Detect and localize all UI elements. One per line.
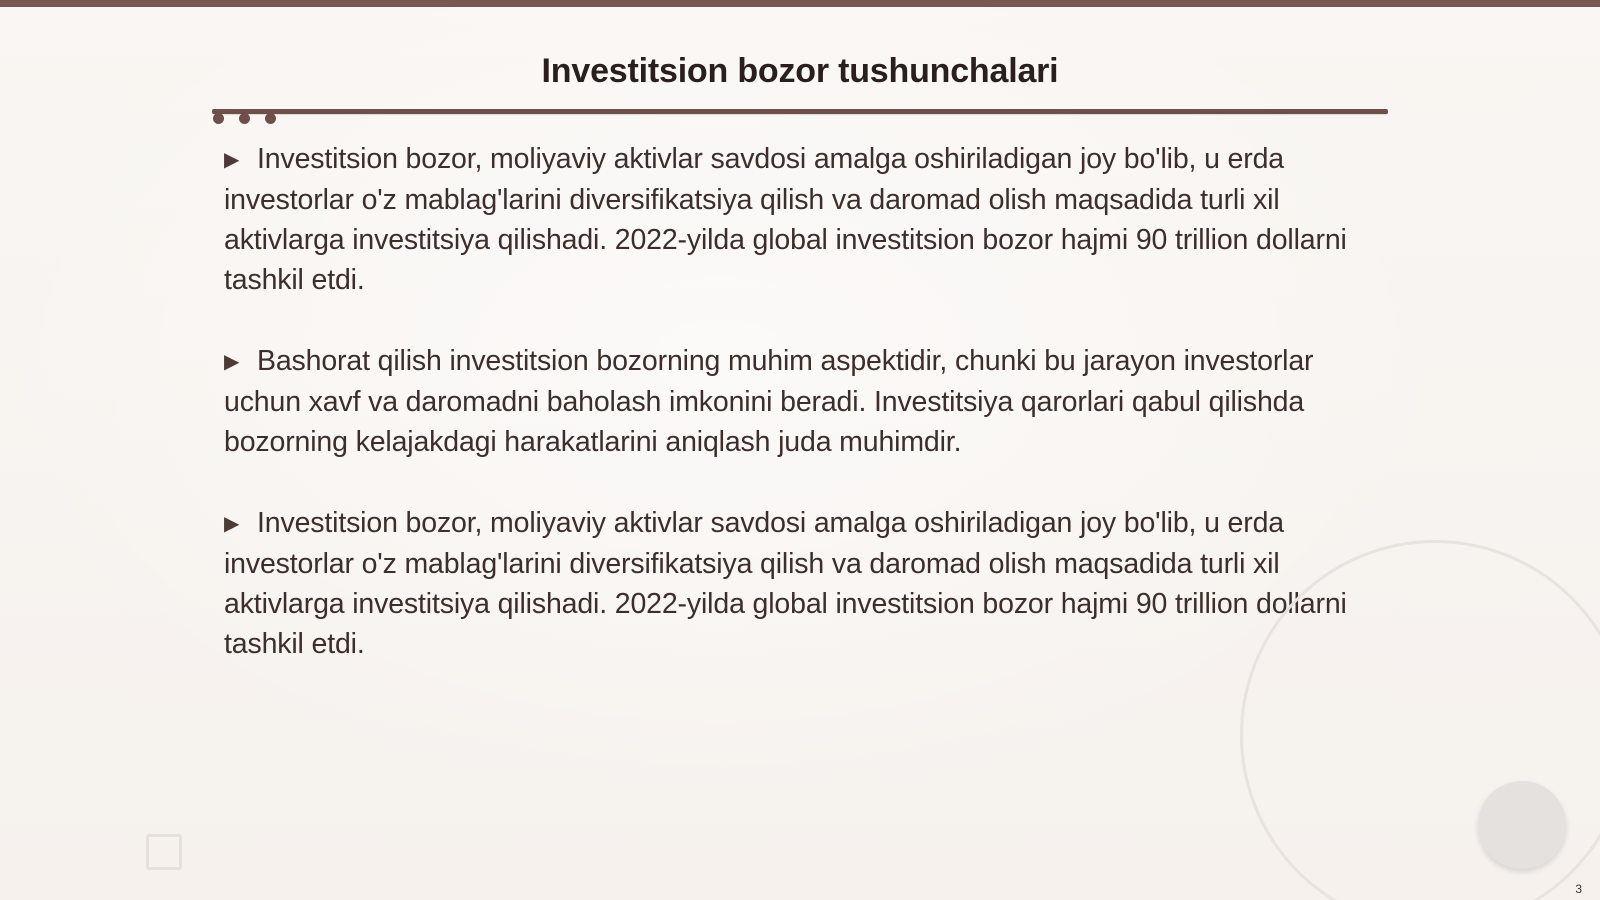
top-accent-bar bbox=[0, 0, 1600, 7]
bullet-arrow-icon: ▶ bbox=[224, 149, 240, 171]
title-underline bbox=[212, 109, 1388, 114]
paragraph-text: Bashorat qilish investitsion bozorning muhim aspektidir, chunki bu jarayon investorlar uchun xavf va daromadni baholash imkonini beradi. Investitsiya qarorlari qabul qilishda bozorning kelajakdagi harakatlarini aniqlash juda muhimdir. bbox=[224, 345, 1314, 458]
decorative-dot bbox=[213, 113, 224, 124]
decorative-square bbox=[146, 834, 182, 870]
slide-body bbox=[224, 139, 1384, 705]
decorative-circle bbox=[1478, 781, 1566, 869]
page-number: 3 bbox=[1575, 882, 1582, 896]
bullet-arrow-icon: ▶ bbox=[224, 351, 240, 373]
decorative-dot bbox=[239, 113, 250, 124]
bullet-arrow-icon: ▶ bbox=[224, 513, 240, 535]
paragraph-text: Investitsion bozor, moliyaviy aktivlar savdosi amalga oshiriladigan joy bo'lib, u erda investorlar o'z mablag'larini diversifikatsiya qilish va daromad olish maqsadida turli xil aktivlarga investitsiya qilishadi. 2022-yilda global investitsion bozor hajmi 90 trillion dollarni tashkil etdi. bbox=[224, 507, 1347, 660]
paragraph-text: Investitsion bozor, moliyaviy aktivlar savdosi amalga oshiriladigan joy bo'lib, u erda investorlar o'z mablag'larini diversifikatsiya qilish va daromad olish maqsadida turli xil aktivlarga investitsiya qilishadi. 2022-yilda global investitsion bozor hajmi 90 trillion dollarni tashkil etdi. bbox=[224, 143, 1347, 296]
bullet-paragraph bbox=[224, 341, 1384, 462]
slide-title: Investitsion bozor tushunchalari bbox=[541, 52, 1059, 90]
decorative-dot bbox=[265, 113, 276, 124]
bullet-paragraph bbox=[224, 139, 1384, 300]
bullet-paragraph bbox=[224, 503, 1384, 664]
